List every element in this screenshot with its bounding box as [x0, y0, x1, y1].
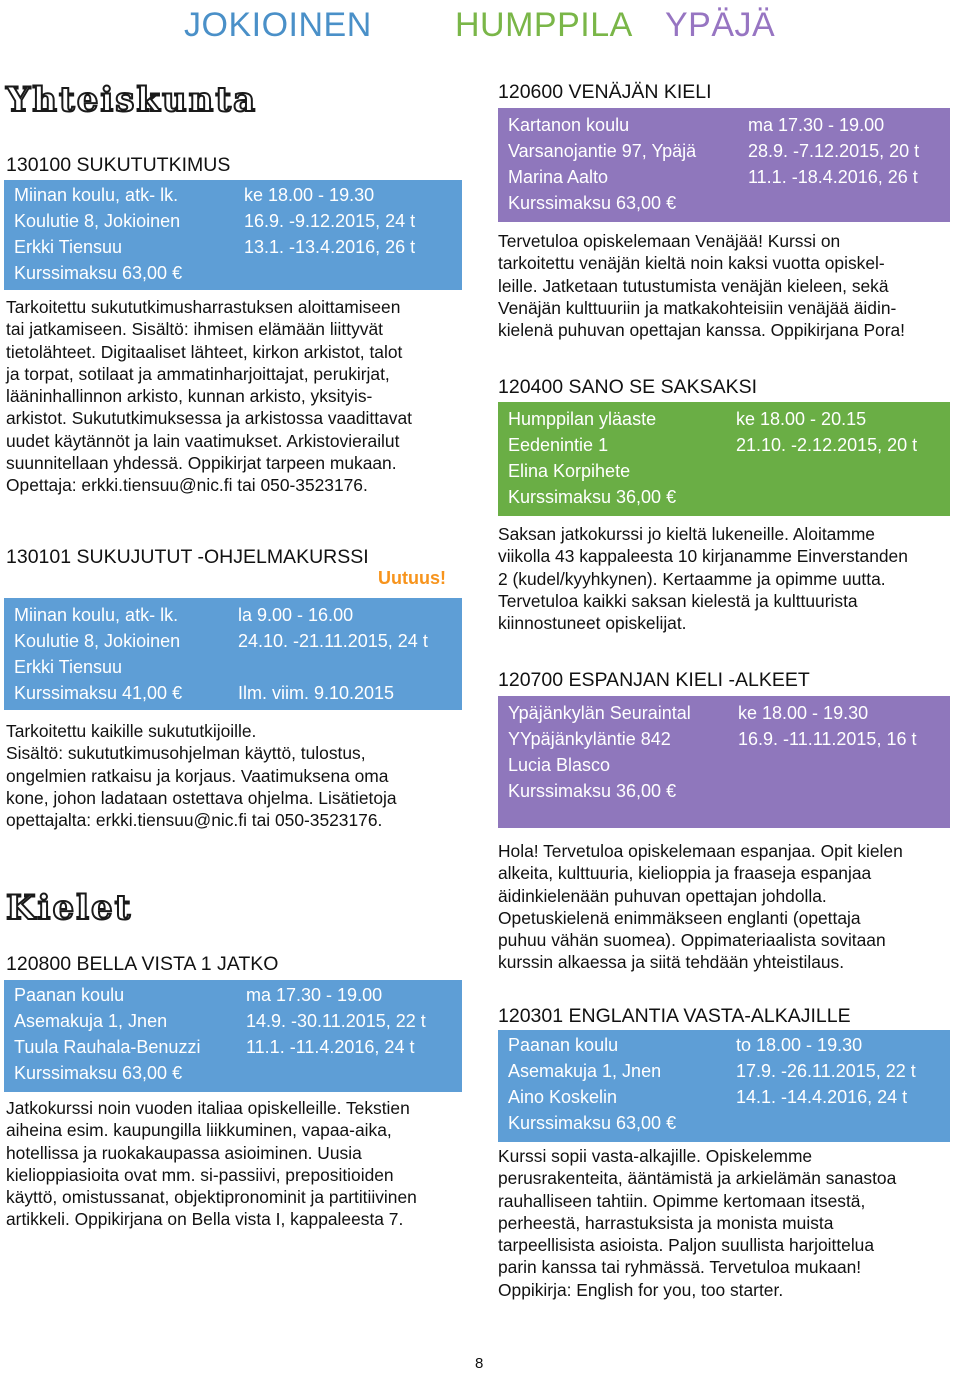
course-dates: 16.9. -11.11.2015, 16 t [738, 729, 917, 749]
desc-line: kielenä puhuvan opettajan kanssa. Oppikirjana Pora! [498, 320, 906, 341]
course-address: YYpäjänkyläntie 842 [508, 729, 671, 749]
town-header [0, 6, 960, 46]
course-dates-spring: 14.1. -14.4.2016, 24 t [736, 1087, 908, 1107]
desc-line: Tarkoitettu kaikille sukututkijoille. [6, 721, 257, 741]
desc-line: alkeita, kulttuuria, kielioppia ja fraaseja espanjaa [498, 863, 872, 884]
course-time: ke 18.00 - 20.15 [736, 409, 867, 429]
desc-line: rauhalliseen tahtiin. Opimme kertomaan itsestä, [498, 1190, 866, 1211]
course-title-englanti: 120301 ENGLANTIA VASTA-ALKAJILLE [498, 1005, 851, 1027]
desc-line: Tervetuloa opiskelemaan Venäjää! Kurssi on [498, 231, 841, 251]
course-dates-autumn: 28.9. -7.12.2015, 20 t [748, 141, 920, 161]
course-place: Paanan koulu [508, 1035, 619, 1055]
course-place: Ypäjänkylän Seuraintal [508, 703, 691, 723]
course-title-bella-vista: 120800 BELLA VISTA 1 JATKO [6, 953, 279, 975]
course-title-venaja: 120600 VENÄJÄN KIELI [498, 81, 712, 103]
desc-line: Hola! Tervetuloa opiskelemaan espanjaa. Opit kielen [498, 841, 903, 861]
course-place: Miinan koulu, atk- lk. [14, 605, 179, 625]
course-dates: 24.10. -21.11.2015, 24 t [238, 631, 428, 651]
course-fee: Kurssimaksu 41,00 € [14, 683, 183, 703]
desc-line: Opettaja: erkki.tiensuu@nic.fi tai 050-3523176. [6, 475, 368, 496]
desc-line: opettajalta: erkki.tiensuu@nic.fi tai 050-3523176. [6, 810, 383, 831]
course-teacher: Erkki Tiensuu [14, 657, 123, 677]
course-description-saksa [498, 523, 960, 634]
course-info-box-sukututkimus [4, 180, 462, 290]
desc-line: leille. Jatketaan tutustumista venäjän kieleen, sekä [498, 275, 889, 296]
desc-line: parin kanssa tai ryhmässä. Tervetuloa mukaan! [498, 1257, 862, 1278]
course-address: Koulutie 8, Jokioinen [14, 211, 181, 231]
course-title-saksa: 120400 SANO SE SAKSAKSI [498, 376, 758, 398]
new-badge: Uutuus! [378, 568, 446, 588]
desc-line: Oppikirja: English for you, too starter. [498, 1279, 784, 1300]
course-description-bella-vista [6, 1097, 466, 1231]
course-address: Varsanojantie 97, Ypäjä [508, 141, 697, 161]
course-info-box-sukujutut [4, 598, 462, 710]
desc-line: Tervetuloa kaikki saksan kielestä ja kulttuurista [498, 590, 858, 611]
desc-line: arkistot. Sukututkimuksessa ja arkistossa vaadittavat [6, 408, 412, 429]
section-heading-kielet: Kielet [6, 888, 133, 928]
course-title-sukujutut: 130101 SUKUJUTUT -OHJELMAKURSSI [6, 546, 369, 568]
course-place: Humppilan yläaste [508, 409, 657, 429]
course-info-box-espanja [498, 696, 950, 828]
course-time: to 18.00 - 19.30 [736, 1035, 863, 1055]
course-time: ma 17.30 - 19.00 [748, 115, 885, 135]
course-address: Koulutie 8, Jokioinen [14, 631, 181, 651]
desc-line: 2 (kudel/kyyhkynen). Kertaamme ja opimme uutta. [498, 568, 886, 589]
desc-line: tai jatkamiseen. Sisältö: ihmisen elämään liittyvät [6, 319, 383, 340]
town-humppila: HUMPPILA [455, 6, 633, 44]
desc-line: kone, johon ladataan ostettava ohjelma. Lisätietoja [6, 787, 397, 808]
desc-line: ongelmien ratkaisu ja korjaus. Vaatimuksena oma [6, 765, 389, 786]
desc-line: Venäjän kulttuuriin ja matkakohteisiin venäjää äidin- [498, 297, 897, 318]
course-title-sukututkimus: 130100 SUKUTUTKIMUS [6, 154, 231, 176]
course-dates-spring: 11.1. -18.4.2016, 26 t [748, 167, 918, 187]
course-address: Eedenintie 1 [508, 435, 609, 455]
desc-line: perusrakenteita, ääntämistä ja arkielämän sanastoa [498, 1168, 897, 1189]
desc-line: kurssin alkaessa ja siitä tehdään yhteistilaus. [498, 952, 845, 973]
course-description-englanti [498, 1145, 960, 1301]
course-fee: Kurssimaksu 36,00 € [508, 781, 677, 801]
desc-line: äidinkielenään puhuvan opettajan johdolla. [498, 885, 827, 906]
desc-line: artikkeli. Oppikirjana on Bella vista I, kappaleesta 7. [6, 1209, 404, 1230]
course-address: Asemakuja 1, Jnen [508, 1061, 662, 1081]
course-fee: Kurssimaksu 36,00 € [508, 487, 677, 507]
course-teacher: Tuula Rauhala-Benuzzi [14, 1037, 201, 1057]
course-address: Asemakuja 1, Jnen [14, 1011, 168, 1031]
course-description-sukujutut [6, 720, 466, 831]
desc-line: suunnitellaan yhdessä. Oppikirjat tarpeen mukaan. [6, 453, 397, 474]
town-ypaja: YPÄJÄ [665, 6, 776, 44]
desc-line: uudet käytännöt ja lain vaatimukset. Arkistovierailut [6, 430, 400, 451]
desc-line: hotellissa ja ruokakaupassa asioiminen. Uusia [6, 1142, 362, 1163]
course-place: Paanan koulu [14, 985, 125, 1005]
desc-line: Sisältö: sukututkimusohjelman käyttö, tulostus, [6, 743, 366, 764]
desc-line: tarkoitettu venäjän kieltä noin kaksi vuotta opiskel- [498, 253, 885, 274]
desc-line: kielioppiasioita ovat mm. si-passiivi, prepositioiden [6, 1164, 394, 1185]
course-title-espanja: 120700 ESPANJAN KIELI -ALKEET [498, 669, 810, 691]
course-teacher: Elina Korpihete [508, 461, 631, 481]
desc-line: puhuu vähän suomea). Oppimateriaalista sovitaan [498, 930, 886, 951]
desc-line: Opetuskielenä enimmäkseen englanti (opettaja [498, 907, 861, 928]
desc-line: käyttö, omistussanat, objektipronominit ja partitiivinen [6, 1187, 417, 1208]
desc-line: Saksan jatkokurssi jo kieltä lukeneille. Aloitamme [498, 524, 875, 544]
desc-line: perheestä, harrastuksista ja monista muista [498, 1212, 834, 1233]
course-fee: Kurssimaksu 63,00 € [14, 1063, 183, 1083]
desc-line: aiheina esim. kaupungilla liikkuminen, vapaa-aika, [6, 1120, 392, 1141]
desc-line: viikolla 43 kappaleesta 10 kirjanamme Einverstanden [498, 546, 908, 567]
section-heading-yhteiskunta: Yhteiskunta [6, 80, 258, 120]
course-info-box-venaja [498, 108, 950, 222]
course-place: Miinan koulu, atk- lk. [14, 185, 179, 205]
course-teacher: Aino Koskelin [508, 1087, 618, 1107]
course-dates: 21.10. -2.12.2015, 20 t [736, 435, 918, 455]
course-dates-spring: 11.1. -11.4.2016, 24 t [246, 1037, 415, 1057]
course-time: la 9.00 - 16.00 [238, 605, 354, 625]
desc-line: tietolähteet. Digitaaliset lähteet, kirkon arkistot, talot [6, 341, 403, 362]
course-teacher: Erkki Tiensuu [14, 237, 123, 257]
course-dates-spring: 13.1. -13.4.2016, 26 t [244, 237, 416, 257]
desc-line: lääninhallinnon arkisto, kunnan arkisto, yksityis- [6, 386, 373, 407]
course-dates-autumn: 17.9. -26.11.2015, 22 t [736, 1061, 916, 1081]
course-info-box-saksa [498, 402, 950, 516]
course-time: ma 17.30 - 19.00 [246, 985, 383, 1005]
course-info-box-bella-vista [4, 980, 462, 1092]
course-dates-autumn: 16.9. -9.12.2015, 24 t [244, 211, 416, 231]
desc-line: Tarkoitettu sukututkimusharrastuksen aloittamiseen [6, 297, 401, 317]
desc-line: Kurssi sopii vasta-alkajille. Opiskelemme [498, 1146, 813, 1166]
course-fee: Kurssimaksu 63,00 € [508, 193, 677, 213]
course-place: Kartanon koulu [508, 115, 630, 135]
desc-line: tarpeellisista asioista. Paljon suullista harjoittelua [498, 1235, 875, 1256]
course-description-sukututkimus [6, 296, 466, 497]
course-fee: Kurssimaksu 63,00 € [508, 1113, 677, 1133]
course-fee: Kurssimaksu 63,00 € [14, 263, 183, 283]
course-description-espanja [498, 840, 960, 974]
course-teacher: Marina Aalto [508, 167, 609, 187]
course-registration-deadline: Ilm. viim. 9.10.2015 [238, 683, 395, 703]
course-description-venaja [498, 230, 958, 341]
desc-line: kiinnostuneet opiskelijat. [498, 613, 687, 634]
desc-line: ja torpat, sotilaat ja ammatinharjoittajat, perukirjat, [6, 363, 390, 384]
town-jokioinen: JOKIOINEN [184, 6, 372, 44]
course-info-box-englanti [498, 1030, 950, 1142]
course-time: ke 18.00 - 19.30 [244, 185, 375, 205]
desc-line: Jatkokurssi noin vuoden italiaa opiskelleille. Tekstien [6, 1098, 410, 1118]
page-number: 8 [475, 1355, 484, 1372]
course-time: ke 18.00 - 19.30 [738, 703, 869, 723]
course-dates-autumn: 14.9. -30.11.2015, 22 t [246, 1011, 426, 1031]
course-teacher: Lucia Blasco [508, 755, 611, 775]
